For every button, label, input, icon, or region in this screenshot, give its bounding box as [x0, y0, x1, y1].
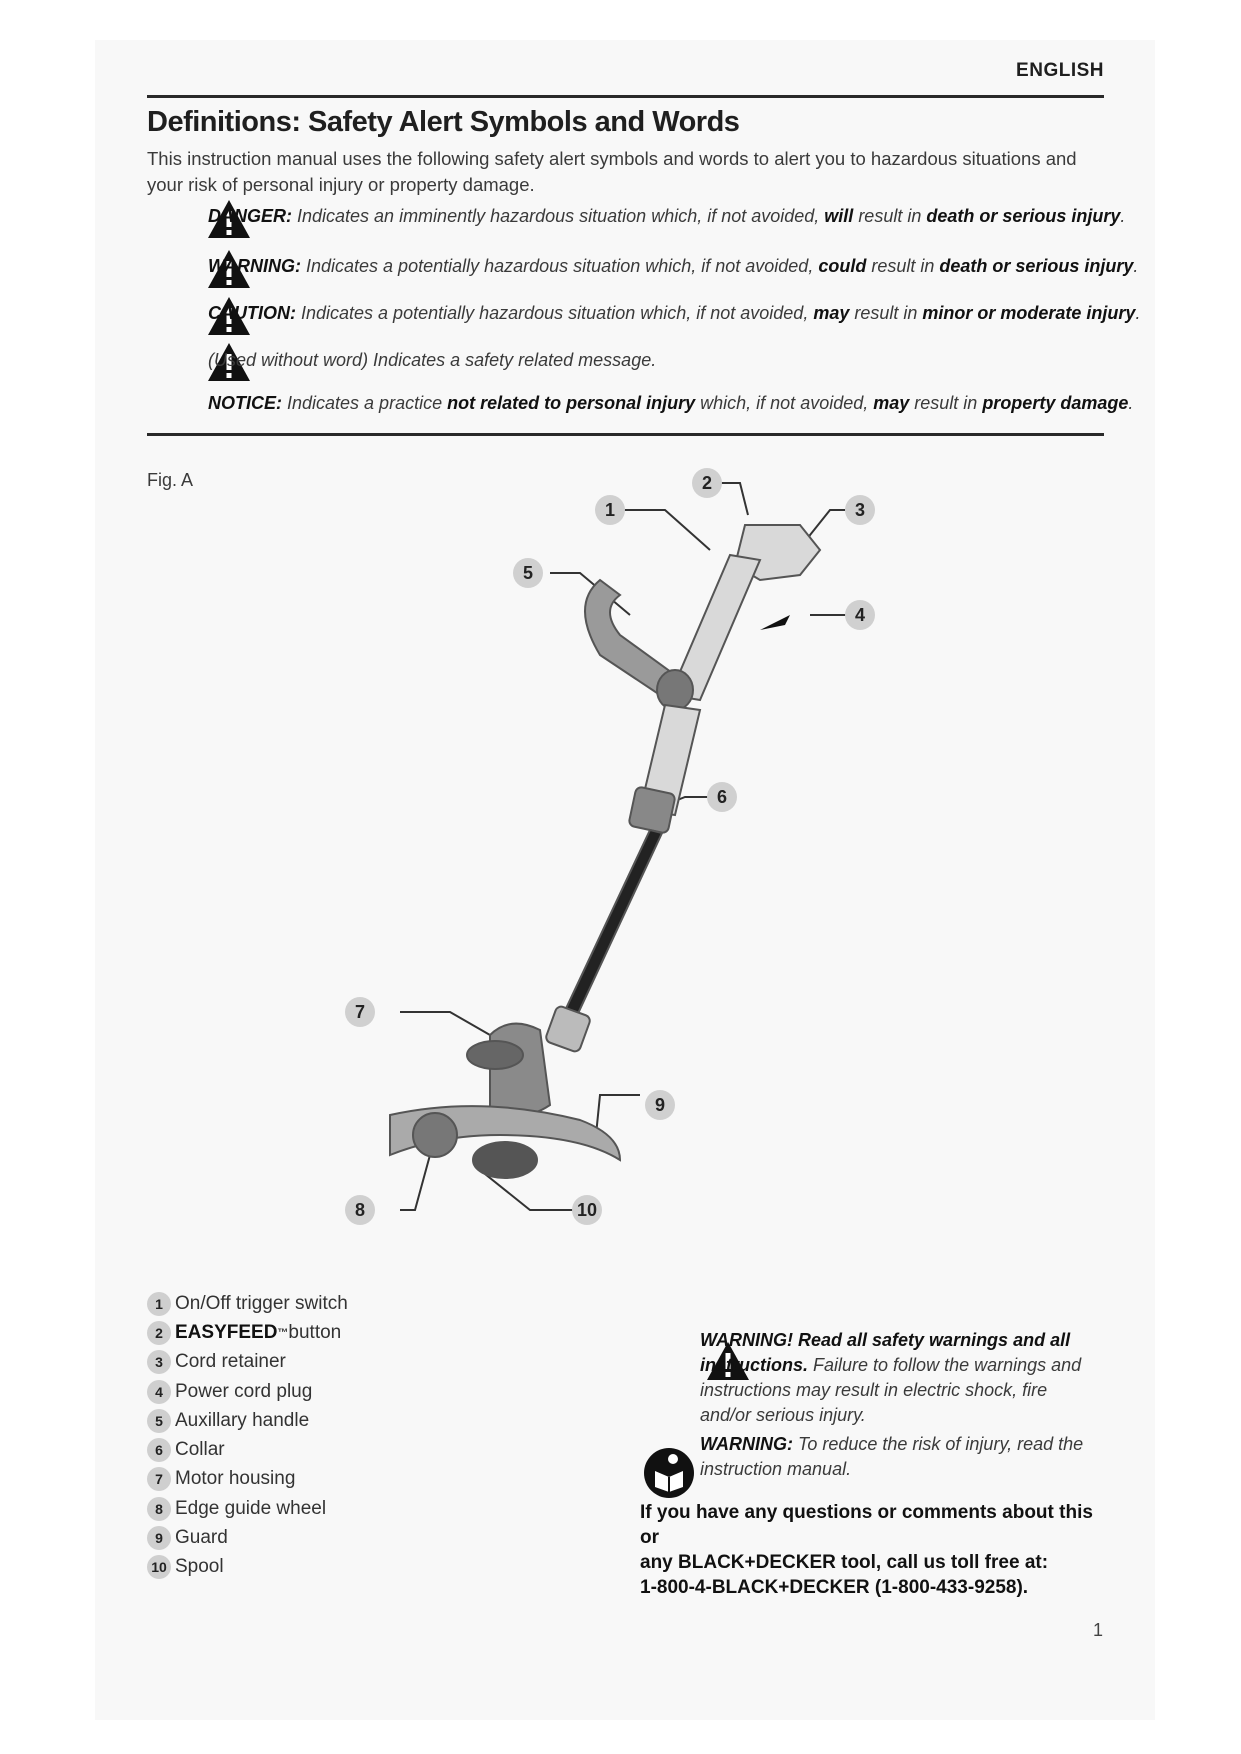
legend-item: 7 Motor housing — [147, 1465, 348, 1494]
read-warnings-notice: WARNING! Read all safety warnings and all instructions. Failure to follow the warnings and instructions may result in electric shock, fire and/or serious injury. — [700, 1330, 1082, 1425]
page-number: 1 — [1093, 1620, 1104, 1640]
definition-notice: NOTICE: Indicates a practice not related to personal injury which, if not avoided, may result in property damage. — [208, 393, 1134, 413]
definition-danger: DANGER: Indicates an imminently hazardous situation which, if not avoided, will result in death or serious injury. — [208, 206, 1126, 226]
language-label: ENGLISH — [1016, 60, 1104, 81]
svg-text:2: 2 — [701, 473, 713, 493]
legend-item: 5 Auxillary handle — [147, 1406, 348, 1435]
intro-paragraph: This instruction manual uses the following safety alert symbols and words to alert you to hazardous situations and your risk of personal injury or property damage. — [147, 148, 1077, 195]
svg-text:5: 5 — [522, 563, 534, 583]
svg-text:7: 7 — [354, 1002, 366, 1022]
svg-text:9: 9 — [654, 1095, 666, 1115]
legend-item: 8 Edge guide wheel — [147, 1494, 348, 1523]
legend-item: 2 EASYFEED ™ button — [147, 1318, 348, 1347]
top-divider — [147, 95, 1104, 98]
definition-symbol-only: (Used without word) Indicates a safety related message. — [208, 350, 657, 370]
svg-text:6: 6 — [716, 787, 728, 807]
legend-item: 3 Cord retainer — [147, 1348, 348, 1377]
section-divider — [147, 433, 1104, 436]
svg-text:4: 4 — [854, 605, 866, 625]
legend-item: 9 Guard — [147, 1523, 348, 1552]
legend-item: 1 On/Off trigger switch — [147, 1289, 348, 1318]
svg-text:1: 1 — [604, 500, 616, 520]
string-trimmer-illustration — [330, 455, 930, 1245]
figure-label: Fig. A — [147, 470, 194, 490]
parts-legend — [147, 1289, 348, 1582]
svg-text:8: 8 — [354, 1200, 366, 1220]
read-manual-notice: WARNING: To reduce the risk of injury, read the instruction manual. — [700, 1434, 1084, 1479]
svg-text:10: 10 — [576, 1200, 598, 1220]
section-title: Definitions: Safety Alert Symbols and Words — [147, 106, 740, 138]
legend-item: 4 Power cord plug — [147, 1377, 348, 1406]
legend-item: 10 Spool — [147, 1553, 348, 1582]
contact-info: If you have any questions or comments about this or any BLACK+DECKER tool, call us toll free at: 1-800-4-BLACK+DECKER (1-800-433-9258). — [640, 1502, 1093, 1598]
read-manual-icon — [643, 1447, 695, 1499]
definition-caution: CAUTION: Indicates a potentially hazardous situation which, if not avoided, may result in minor or moderate injury. — [208, 303, 1141, 323]
svg-text:3: 3 — [854, 500, 866, 520]
definition-warning: WARNING: Indicates a potentially hazardous situation which, if not avoided, could result in death or serious injury. — [208, 256, 1139, 276]
legend-item: 6 Collar — [147, 1435, 348, 1464]
